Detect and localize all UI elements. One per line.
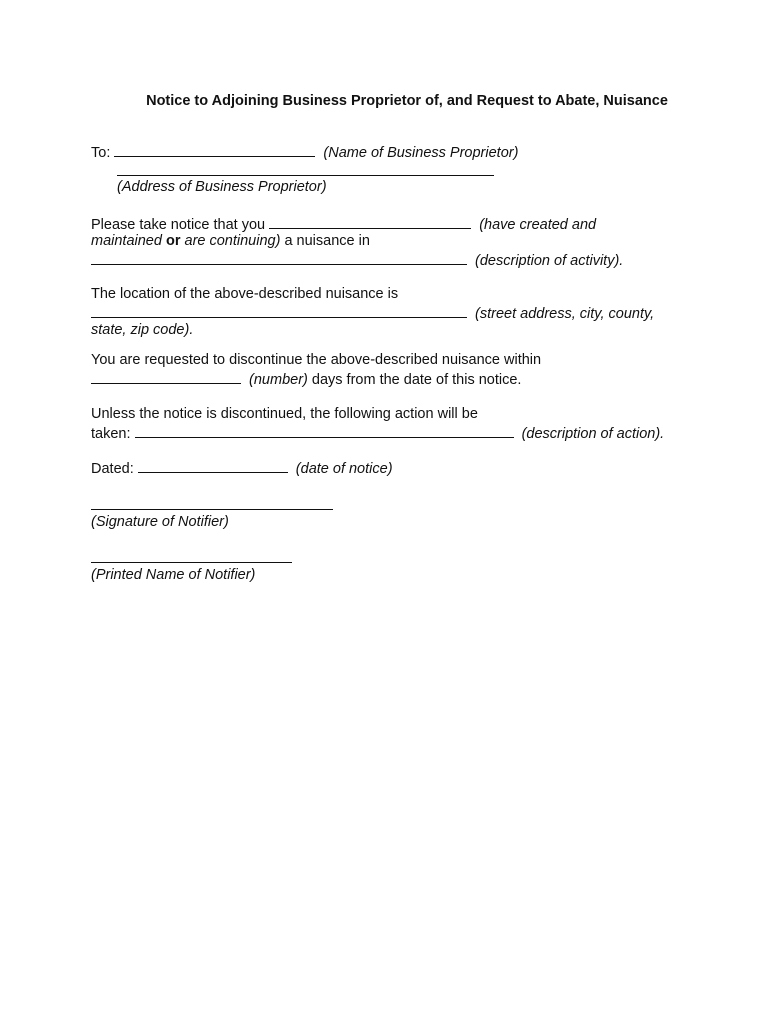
request-text: You are requested to discontinue the above-described nuisance within [91, 352, 542, 368]
request-hint: (number) [249, 372, 308, 388]
dated-label: Dated: [91, 461, 134, 477]
days-number-field[interactable] [91, 369, 241, 384]
notice-line-1 [91, 214, 596, 232]
proprietor-name-hint: (Name of Business Proprietor) [323, 145, 519, 161]
action-hint: (description of action). [521, 426, 665, 442]
printed-name-hint: (Printed Name of Notifier) [91, 567, 256, 583]
document-title: Notice to Adjoining Business Proprietor of, and Request to Abate, Nuisance [146, 93, 668, 109]
request-text-2: days from the date of this notice. [311, 372, 522, 388]
location-hint-2: state, zip code). [91, 322, 194, 338]
action-text: Unless the notice is discontinued, the following action will be [91, 406, 478, 422]
location-line-2 [91, 303, 654, 321]
to-line [91, 142, 518, 160]
dated-line [91, 458, 393, 476]
notice-hint-2b: are continuing) [184, 233, 281, 249]
proprietor-name-field[interactable] [114, 142, 315, 157]
location-text: The location of the above-described nuisance is [91, 286, 399, 302]
notice-or: or [165, 233, 181, 249]
action-description-field[interactable] [135, 423, 514, 438]
location-field[interactable] [91, 303, 467, 318]
notice-line-3 [91, 250, 623, 268]
notice-text-1: Please take notice that you [91, 217, 266, 233]
notifiee-field[interactable] [269, 214, 471, 229]
request-line-2 [91, 369, 521, 387]
signature-field[interactable] [91, 509, 333, 510]
dated-hint: (date of notice) [295, 461, 393, 477]
notice-text-2: a nuisance in [284, 233, 370, 249]
notice-hint-1: (have created and [479, 217, 597, 233]
action-taken-label: taken: [91, 426, 131, 442]
action-line-2 [91, 423, 664, 441]
location-hint-1: (street address, city, county, [475, 306, 655, 322]
proprietor-address-hint: (Address of Business Proprietor) [117, 179, 327, 195]
notice-line-2 [91, 232, 370, 250]
proprietor-address-field[interactable] [117, 175, 494, 176]
activity-description-field[interactable] [91, 250, 467, 265]
printed-name-field[interactable] [91, 562, 292, 563]
to-label: To: [91, 145, 111, 161]
date-field[interactable] [138, 458, 288, 473]
notice-hint-3: (description of activity). [475, 253, 624, 269]
notice-hint-2a: maintained [91, 233, 162, 249]
signature-hint: (Signature of Notifier) [91, 514, 229, 530]
